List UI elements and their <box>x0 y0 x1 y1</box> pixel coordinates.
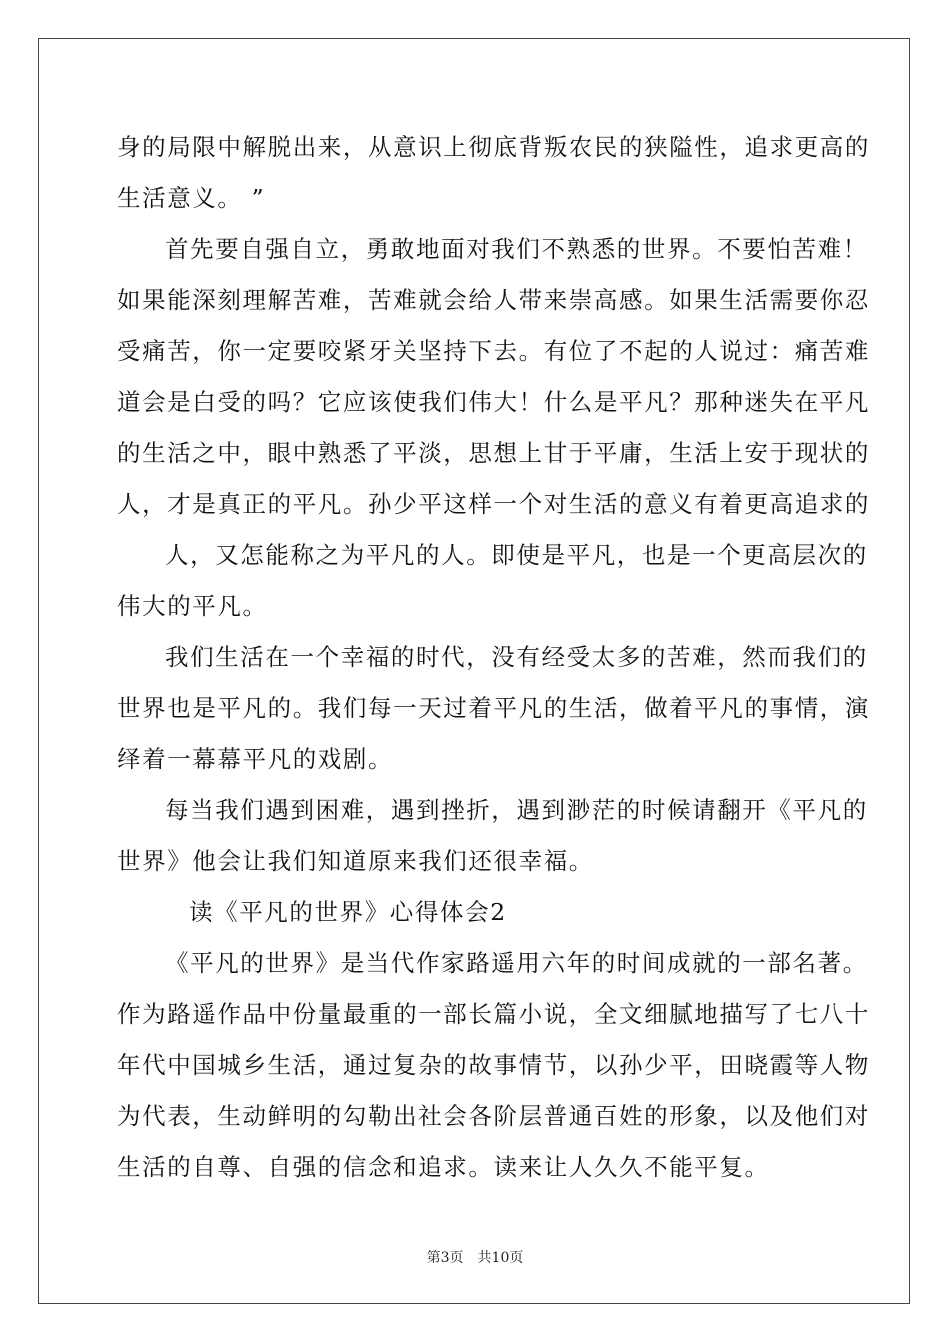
page-number-footer: 第3页 共10页 <box>426 1250 524 1266</box>
text-line: 每当我们遇到困难，遇到挫折，遇到渺茫的时候请翻开《平凡的 <box>165 796 868 824</box>
text-line: 绎着一幕幕平凡的戏剧。 <box>117 745 394 773</box>
text-line: 我们生活在一个幸福的时代，没有经受太多的苦难，然而我们的 <box>165 643 868 671</box>
text-line: 年代中国城乡生活，通过复杂的故事情节，以孙少平，田晓霞等人物 <box>117 1051 870 1079</box>
section-heading: 读《平凡的世界》心得体会2 <box>189 898 507 926</box>
text-line: 道会是白受的吗？它应该使我们伟大！什么是平凡？那种迷失在平凡 <box>117 388 870 416</box>
text-line: 生活意义。 ” <box>117 184 266 212</box>
text-line: 世界也是平凡的。我们每一天过着平凡的生活，做着平凡的事情，演 <box>117 694 870 722</box>
text-line: 伟大的平凡。 <box>117 592 268 620</box>
document-body <box>117 122 870 1193</box>
text-line: 首先要自强自立，勇敢地面对我们不熟悉的世界。不要怕苦难！ <box>165 235 868 263</box>
text-line: 身的局限中解脱出来，从意识上彻底背叛农民的狭隘性，追求更高的 <box>117 133 870 161</box>
text-line: 《平凡的世界》是当代作家路遥用六年的时间成就的一部名著。 <box>165 949 868 977</box>
text-line: 世界》他会让我们知道原来我们还很幸福。 <box>117 847 594 875</box>
text-line: 人，才是真正的平凡。孙少平这样一个对生活的意义有着更高追求的 <box>117 490 870 518</box>
text-line: 受痛苦，你一定要咬紧牙关坚持下去。有位了不起的人说过：痛苦难 <box>117 337 870 365</box>
text-line: 如果能深刻理解苦难，苦难就会给人带来崇高感。如果生活需要你忍 <box>117 286 870 314</box>
text-line: 为代表，生动鲜明的勾勒出社会各阶层普通百姓的形象，以及他们对 <box>117 1102 870 1130</box>
text-line: 作为路遥作品中份量最重的一部长篇小说，全文细腻地描写了七八十 <box>117 1000 870 1028</box>
text-line: 人，又怎能称之为平凡的人。即使是平凡，也是一个更高层次的 <box>165 541 868 569</box>
text-line: 生活的自尊、自强的信念和追求。读来让人久久不能平复。 <box>117 1153 770 1181</box>
text-line: 的生活之中，眼中熟悉了平淡，思想上甘于平庸，生活上安于现状的 <box>117 439 870 467</box>
